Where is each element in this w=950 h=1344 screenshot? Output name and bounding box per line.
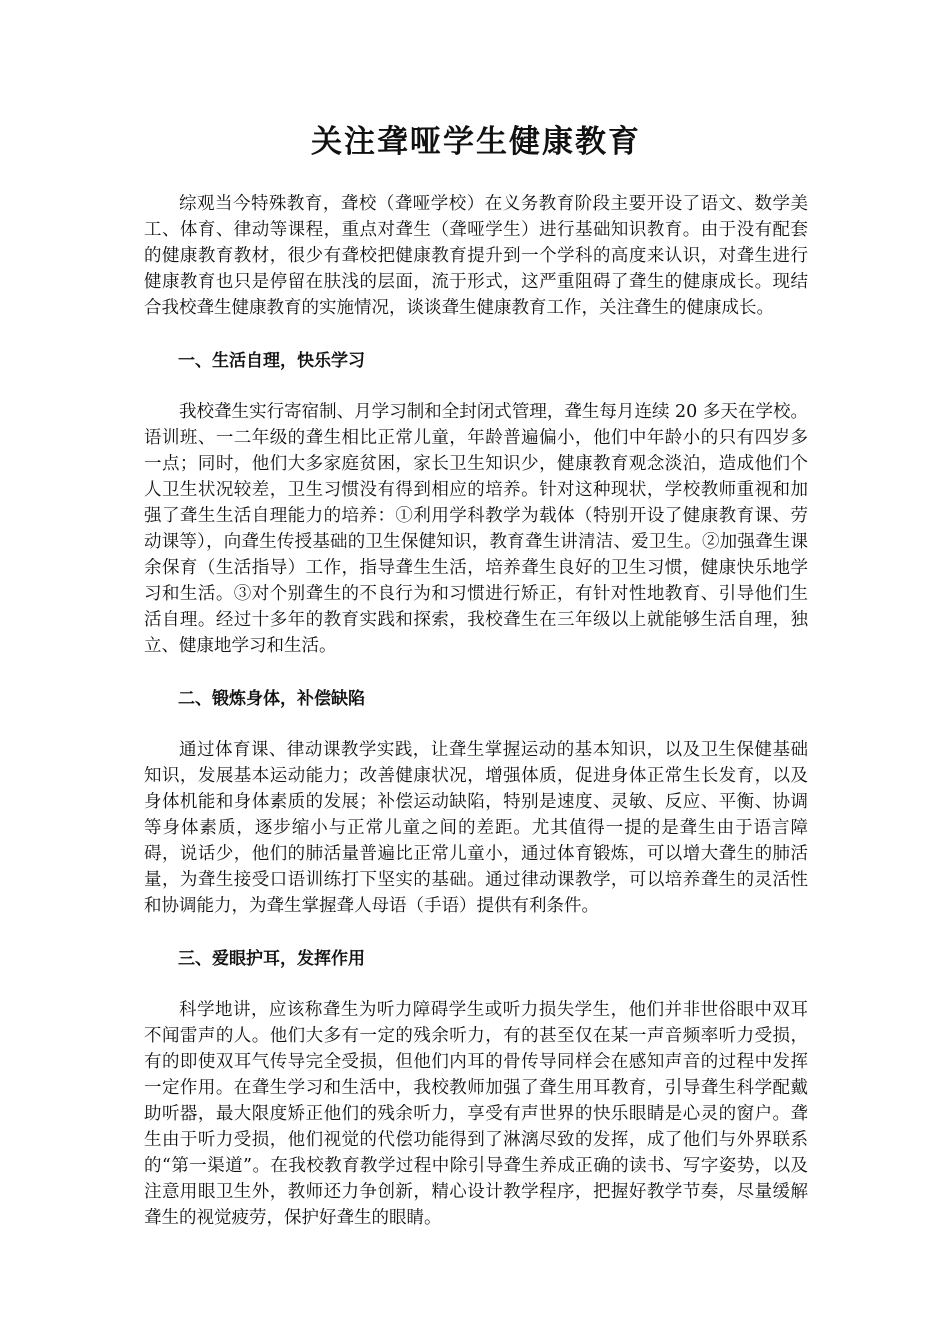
section-body: 我校聋生实行寄宿制、月学习制和全封闭式管理，聋生每月连续 20 多天在学校。语训班、一二年级的聋生相比正常儿童，年龄普遍偏小，他们中年龄小的只有四岁多一点；同时，他们大多家庭贫困，家长卫生知识少，健康教育观念淡泊，造成他们个人卫生状况较差，卫生习惯没有得到相应的培养。针对这种现状，学校教师重视和加强了聋生生活自理能力的培养：①利用学科教学为载体（特别开设了健康教育课、劳动课等），向聋生传授基础的卫生保健知识，教育聋生讲清洁、爱卫生。②加强聋生课余保育（生活指导）工作，指导聋生生活，培养聋生良好的卫生习惯，健康快乐地学习和生活。③对个别聋生的不良行为和习惯进行矫正，有针对性地教育、引导他们生活自理。经过十多年的教育实践和探索，我校聋生在三年级以上就能够生活自理，独立、健康地学习和生活。: [144, 402, 808, 657]
document-title: 关注聋哑学生健康教育: [311, 124, 641, 160]
document-page: [144, 124, 808, 1231]
section-body: 通过体育课、律动课教学实践，让聋生掌握运动的基本知识，以及卫生保健基础知识，发展基本运动能力；改善健康状况，增强体质，促进身体正常生长发育，以及身体机能和身体素质的发展；补偿运动缺陷，特别是速度、灵敏、反应、平衡、协调等身体素质，逐步缩小与正常儿童之间的差距。尤其值得一提的是聋生由于语言障碍，说话少，他们的肺活量普遍比正常儿童小，通过体育锻炼，可以增大聋生的肺活量，为聋生接受口语训练打下坚实的基础。通过律动课教学，可以培养聋生的灵活性和协调能力，为聋生掌握聋人母语（手语）提供有利条件。: [144, 740, 808, 917]
section-heading: 一、生活自理，快乐学习: [178, 351, 365, 372]
section-heading: 三、爱眼护耳，发挥作用: [178, 949, 365, 970]
section-body: 科学地讲，应该称聋生为听力障碍学生或听力损失学生，他们并非世俗眼中双耳不闻雷声的人。他们大多有一定的残余听力，有的甚至仅在某一声音频率听力受损，有的即使双耳气传导完全受损，但他们内耳的骨传导同样会在感知声音的过程中发挥一定作用。在聋生学习和生活中，我校教师加强了聋生用耳教育，引导聋生科学配戴助听器，最大限度矫正他们的残余听力，享受有声世界的快乐眼睛是心灵的窗户。聋生由于听力受损，他们视觉的代偿功能得到了淋漓尽致的发挥，成了他们与外界联系的“第一渠道”。在我校教育教学过程中除引导聋生养成正确的读书、写字姿势，以及注意用眼卫生外，教师还力争创新，精心设计教学程序，把握好教学节奏，尽量缓解聋生的视觉疲劳，保护好聋生的眼睛。: [144, 1000, 808, 1229]
section-heading: 二、锻炼身体，补偿缺陷: [178, 689, 365, 710]
section-1: [144, 348, 808, 659]
section-3: [144, 946, 808, 1231]
intro-paragraph: 综观当今特殊教育，聋校（聋哑学校）在义务教育阶段主要开设了语文、数学美工、体育、律动等课程，重点对聋生（聋哑学生）进行基础知识教育。由于没有配套的健康教育教材，很少有聋校把健康教育提升到一个学科的高度来认识，对聋生进行健康教育也只是停留在肤浅的层面，流于形式，这严重阻碍了聋生的健康成长。现结合我校聋生健康教育的实施情况，谈谈聋生健康教育工作，关注聋生的健康成长。: [144, 194, 808, 319]
section-2: [144, 686, 808, 919]
